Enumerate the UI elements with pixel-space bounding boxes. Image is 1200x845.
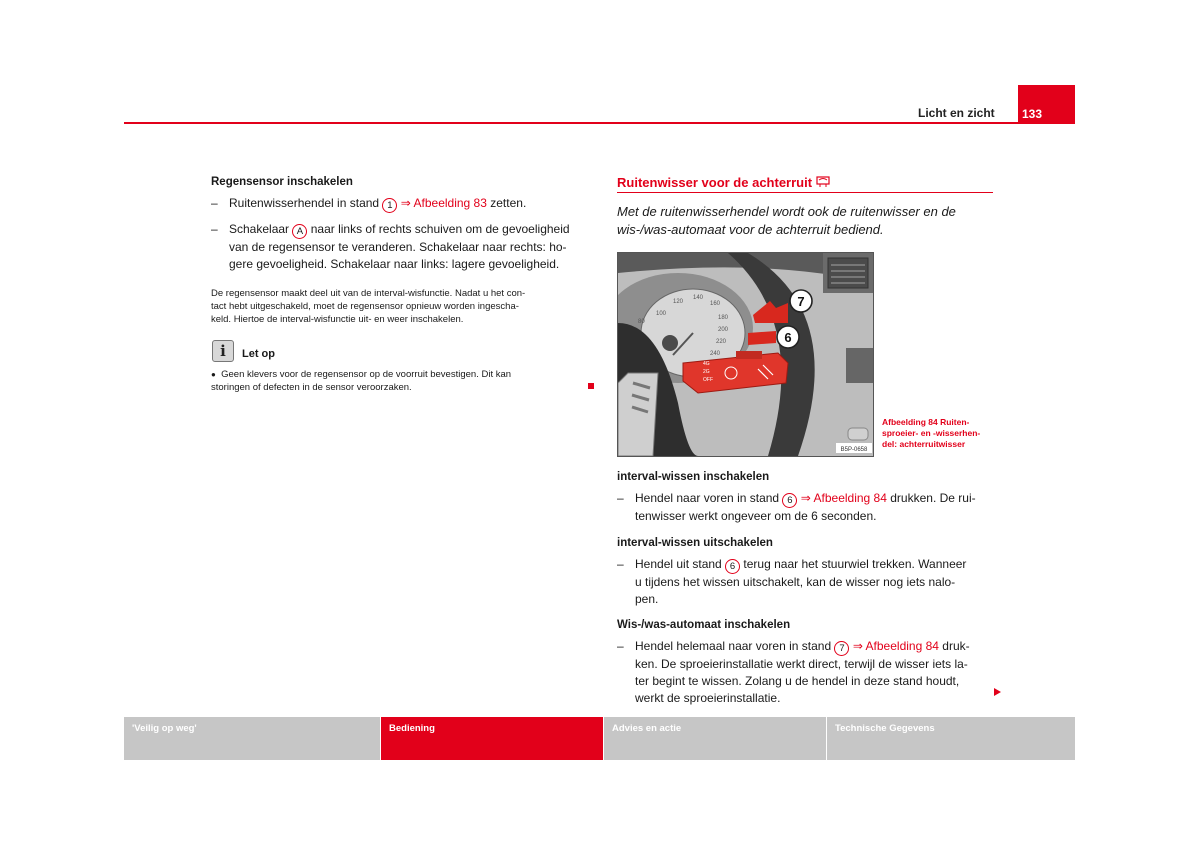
rear-window-icon <box>816 176 830 188</box>
end-marker-icon <box>588 383 594 389</box>
tab-label: Bediening <box>389 723 435 734</box>
figure-link[interactable]: ⇒ Afbeelding 84 <box>800 491 887 505</box>
paragraph-line: keld. Hiertoe de interval-wisfunctie uit- en weer inschakelen. <box>211 314 464 325</box>
paragraph <box>211 287 591 326</box>
figure-code: B5P-0658 <box>840 447 868 453</box>
svg-text:220: 220 <box>716 339 727 345</box>
svg-text:240: 240 <box>710 351 721 357</box>
tab-veilig-op-weg[interactable] <box>124 717 380 760</box>
right-heading-text: Ruitenwisser voor de achterruit <box>617 175 813 190</box>
item-text: pen. <box>635 592 659 606</box>
svg-text:4G: 4G <box>703 361 710 367</box>
note-body: ● Geen klevers voor de regensensor op de voorruit bevestigen. Dit kan storingen of defecten in de sensor veroorzaken. <box>211 368 591 394</box>
list-item: – Schakelaar A naar links of rechts schuiven om de gevoeligheid van de regensensor te veranderen. Schakelaar naar rechts: ho- gere gevoeligheid. Schakelaar naar links: lagere gevoeligheid. <box>211 221 596 273</box>
list-item: – Hendel naar voren in stand 6 ⇒ Afbeelding 84 drukken. De rui- tenwisser werkt ongeveer om de 6 seconden. <box>617 490 1002 525</box>
position-marker: 6 <box>782 493 797 508</box>
sec3-heading: Wis-/was-automaat inschakelen <box>617 619 791 631</box>
item-text: gere gevoeligheid. Schakelaar naar links: lagere gevoeligheid. <box>229 257 560 271</box>
tab-bediening[interactable] <box>381 717 603 760</box>
list-item: – Hendel helemaal naar voren in stand 7 ⇒ Afbeelding 84 druk- ken. De sproeierinstallatie werkt direct, terwijl de wisser iets la- ter begint te wissen. Zolang u de hendel in deze stand houdt, werkt de sproeierinstallatie. <box>617 638 1002 707</box>
svg-text:160: 160 <box>710 301 721 307</box>
intro-line: Met de ruitenwisserhendel wordt ook de ruitenwisser en de <box>617 204 956 219</box>
tab-divider <box>603 717 604 760</box>
caption-line: del: achterruitwisser <box>882 439 966 449</box>
heading-rule <box>617 192 993 193</box>
callout-6: 6 <box>784 330 792 345</box>
item-text: van de regensensor te veranderen. Schakelaar naar rechts: ho- <box>229 240 567 254</box>
figure-wiper-stalk <box>617 252 874 457</box>
tab-divider <box>826 717 827 760</box>
tab-label: Advies en actie <box>612 723 682 734</box>
intro-text <box>617 203 995 239</box>
paragraph-line: tact hebt uitgeschakeld, moet de regensensor opnieuw worden ingescha- <box>211 301 519 312</box>
svg-text:180: 180 <box>718 315 729 321</box>
item-text: zetten. <box>490 196 527 210</box>
item-text: Schakelaar <box>229 222 290 236</box>
sec2-heading: interval-wissen uitschakelen <box>617 537 773 549</box>
intro-line: wis-/was-automaat voor de achterruit bediend. <box>617 222 884 237</box>
list-item: – Ruitenwisserhendel in stand 1 ⇒ Afbeelding 83 zetten. <box>211 196 527 211</box>
right-heading <box>617 175 830 190</box>
svg-text:120: 120 <box>673 299 684 305</box>
tab-label: Technische Gegevens <box>835 723 935 734</box>
svg-text:200: 200 <box>718 327 729 333</box>
item-text: drukken. De rui- <box>890 491 976 505</box>
info-icon: i <box>212 340 234 362</box>
list-item: – Hendel uit stand 6 terug naar het stuurwiel trekken. Wanneer u tijdens het wissen uitschakelt, kan de wisser nog iets nalo- pen. <box>617 556 1002 608</box>
item-text: tenwisser werkt ongeveer om de 6 seconden. <box>635 509 877 523</box>
item-text: Ruitenwisserhendel in stand <box>229 196 380 210</box>
figure-illustration <box>618 253 873 456</box>
tab-technische-gegevens[interactable] <box>827 717 1075 760</box>
paragraph-line: De regensensor maakt deel uit van de interval-wisfunctie. Nadat u het con- <box>211 288 526 299</box>
tab-label: 'Veilig op weg' <box>132 723 197 734</box>
item-text: Hendel uit stand <box>635 557 722 571</box>
svg-text:2G: 2G <box>703 369 710 375</box>
caption-line: Afbeelding 84 Ruiten- <box>882 417 970 427</box>
sec1-heading: interval-wissen inschakelen <box>617 471 770 483</box>
item-text: ter begint te wissen. Zolang u de hendel in deze stand houdt, <box>635 674 960 688</box>
callout-7: 7 <box>797 294 805 309</box>
section-title: Licht en zicht <box>918 106 995 120</box>
svg-text:OFF: OFF <box>703 377 713 383</box>
left-heading: Regensensor inschakelen <box>211 176 353 188</box>
item-text: terug naar het stuurwiel trekken. Wanneer <box>743 557 967 571</box>
page-number: 133 <box>1022 107 1043 121</box>
item-text: u tijdens het wissen uitschakelt, kan de wisser nog iets nalo- <box>635 575 956 589</box>
item-text: Hendel helemaal naar voren in stand <box>635 639 832 653</box>
tab-divider <box>380 717 381 760</box>
note-title: Let op <box>242 348 275 360</box>
svg-text:140: 140 <box>693 295 704 301</box>
continue-arrow-icon <box>994 688 1001 696</box>
figure-link[interactable]: ⇒ Afbeelding 84 <box>852 639 939 653</box>
tab-advies-en-actie[interactable] <box>604 717 826 760</box>
svg-text:80: 80 <box>638 319 645 325</box>
figure-link[interactable]: ⇒ Afbeelding 83 <box>400 196 487 210</box>
figure-caption <box>882 417 992 450</box>
svg-text:100: 100 <box>656 311 667 317</box>
item-text: ken. De sproeierinstallatie werkt direct, terwijl de wisser iets la- <box>635 657 968 671</box>
position-marker: 7 <box>834 641 849 656</box>
position-marker: 6 <box>725 559 740 574</box>
note-line: Geen klevers voor de regensensor op de voorruit bevestigen. Dit kan <box>221 369 512 380</box>
item-text: Hendel naar voren in stand <box>635 491 780 505</box>
position-marker: 1 <box>382 198 397 213</box>
item-text: naar links of rechts schuiven om de gevoeligheid <box>310 222 570 236</box>
item-text: druk- <box>942 639 970 653</box>
item-text: werkt de sproeierinstallatie. <box>635 691 781 705</box>
switch-marker: A <box>292 224 307 239</box>
caption-line: sproeier- en -wisserhen- <box>882 428 981 438</box>
note-line: storingen of defecten in de sensor veroorzaken. <box>211 382 412 393</box>
header-rule <box>124 122 1075 124</box>
